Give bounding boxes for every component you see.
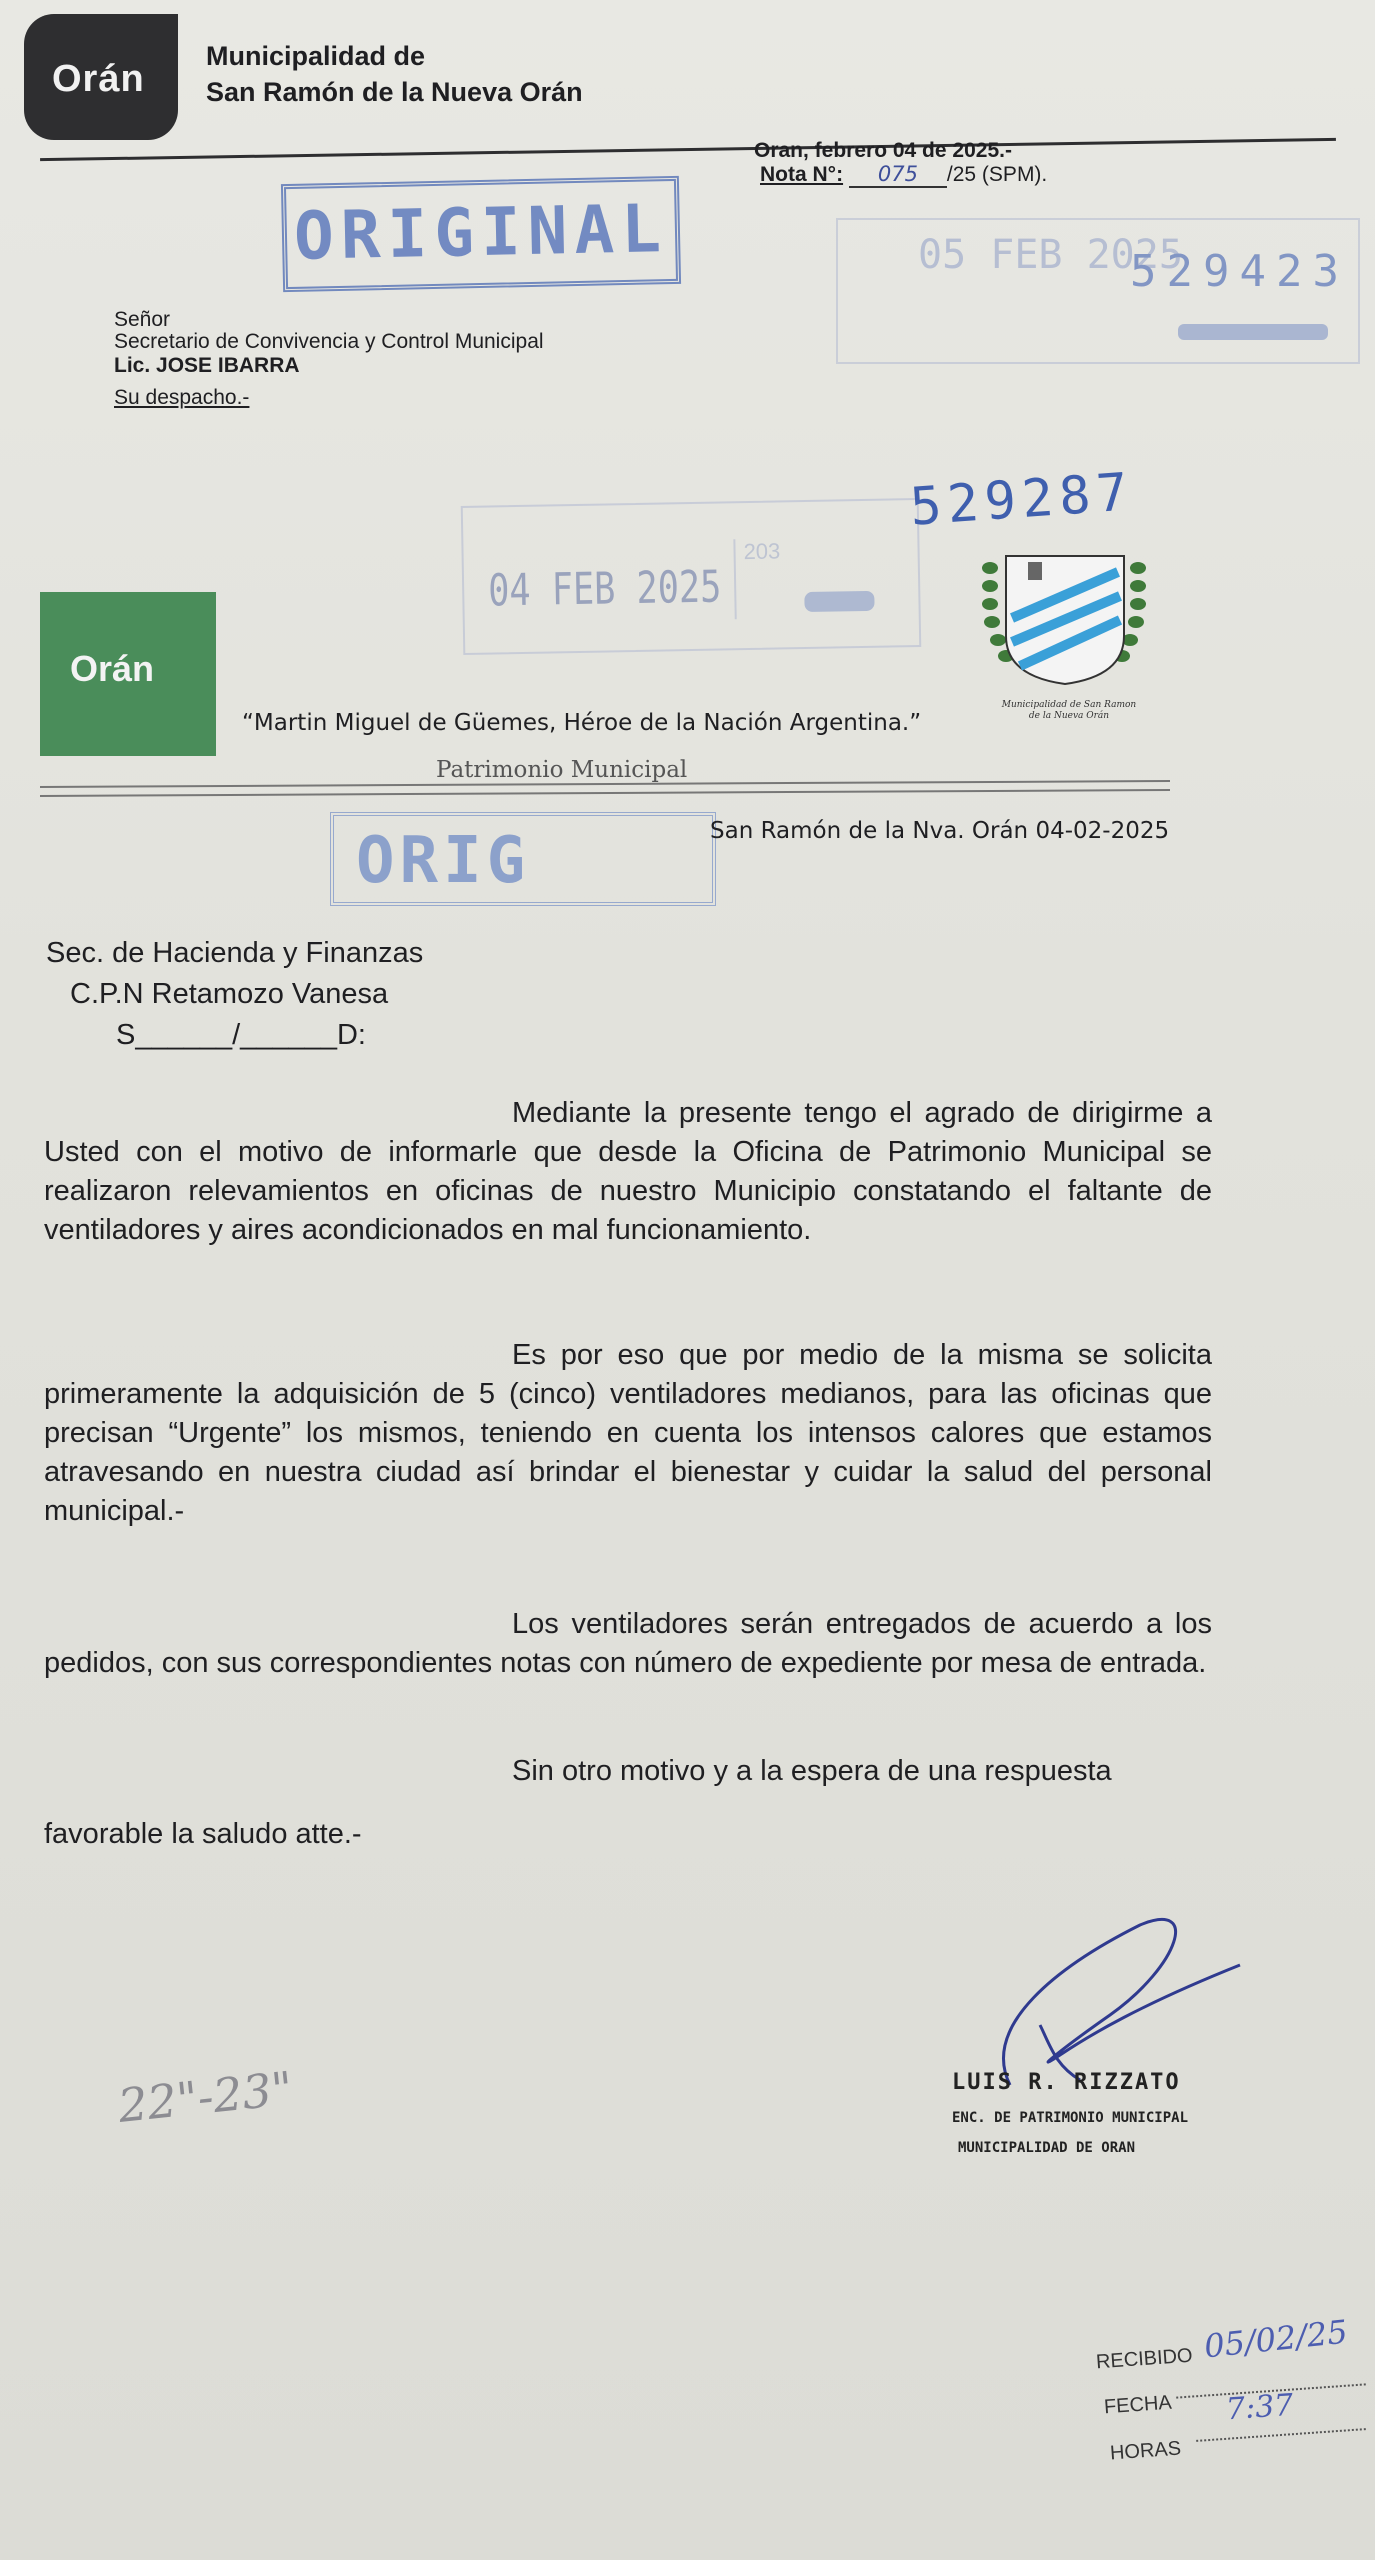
body-closing: Sin otro motivo y a la espera de una respuesta favorable la saludo atte.- [44, 1755, 1112, 1850]
title-line2: San Ramón de la Nueva Orán [206, 77, 583, 107]
municipality-title [206, 38, 583, 110]
salutation: Señor [114, 308, 171, 331]
note-date: Oran, febrero 04 de 2025.- [754, 139, 1012, 162]
letterhead-rule [40, 789, 1170, 797]
header-rule [40, 138, 1336, 161]
nota-number-handwritten: 075 [849, 162, 947, 188]
oran-logo-dark [24, 14, 178, 140]
horas-label: HORAS [1109, 2437, 1182, 2465]
entry-stamp-2-date: 04 FEB 2025 [487, 561, 722, 617]
body-paragraph-1: Mediante la presente tengo el agrado de dirigirme a Usted con el motivo de informarle que desde la Oficina de Patrimonio Municipal se realizaron relevamientos en oficinas de nuestro Municipio constatando el faltante de ventiladores y aires acondicionados en mal funcionamiento. [44, 1097, 1212, 1246]
closing: Su despacho.- [114, 386, 250, 409]
original-stamp-2: ORIG [330, 812, 716, 906]
recipient-position: Secretario de Convivencia y Control Municipal [114, 330, 544, 353]
logo-text: Orán [52, 58, 145, 100]
body-paragraph-2: Es por eso que por medio de la misma se solicita primeramente la adquisición de 5 (cinco) ventiladores medianos, para las oficinas que precisan “Urgente” los mismos, teniendo en cuenta los intensos calores que estamos atravesando en nuestra ciudad así brindar el bienestar y cuidar la salud del personal municipal.- [44, 1339, 1212, 1527]
crest-caption: Municipalidad de San Ramon de la Nueva Orán [1001, 700, 1137, 721]
original-stamp: ORIGINAL [281, 176, 681, 292]
entry-stamp-date: 05 FEB 2025 [918, 232, 1183, 278]
title-line1: Municipalidad de [206, 41, 426, 71]
oran-logo-green [40, 592, 216, 756]
received-time-handwritten: 7:37 [1224, 2387, 1295, 2428]
letterhead-quote: “Martin Miguel de Güemes, Héroe de la Nación Argentina.” [242, 710, 922, 736]
stamp-scribble [804, 591, 874, 612]
signature-name: LUIS R. RIZZATO [952, 2070, 1181, 2095]
horas-dotted-line [1196, 2428, 1366, 2442]
fecha-label: FECHA [1103, 2391, 1173, 2419]
signature-scribble [940, 1905, 1280, 2095]
entry-stamp-2 [461, 498, 922, 655]
stamp-scribble [1178, 324, 1328, 340]
signature-title: ENC. DE PATRIMONIO MUNICIPAL [952, 2110, 1189, 2126]
recipient-office: Sec. de Hacienda y Finanzas [46, 937, 424, 969]
nota-suffix: /25 (SPM). [946, 163, 1048, 186]
body-paragraph-3: Los ventiladores serán entregados de acuerdo a los pedidos, con sus correspondientes notas con número de expediente por mesa de entrada. [44, 1608, 1212, 1679]
nota-label: Nota N°: [760, 163, 844, 186]
entry-stamp-2-code: 203 [733, 538, 810, 619]
entry-stamp-number: 529423 [1130, 246, 1349, 297]
received-label: RECIBIDO [1095, 2344, 1194, 2374]
logo-text: Orán [70, 648, 155, 689]
handwritten-note: 22"-23" [115, 2061, 296, 2133]
entry-stamp-2-number: 529287 [908, 462, 1136, 538]
signature-org: MUNICIPALIDAD DE ORAN [958, 2140, 1136, 2156]
recipient-name: Lic. JOSE IBARRA [114, 354, 300, 377]
received-date-handwritten: 05/02/25 [1202, 2312, 1350, 2366]
recipient-sd: S______/______D: [116, 1019, 366, 1051]
office-name: Patrimonio Municipal [436, 757, 688, 783]
note-number [760, 162, 1047, 188]
recipient-name-2: C.P.N Retamozo Vanesa [70, 978, 389, 1010]
entry-stamp-1 [836, 218, 1360, 364]
letter-date: San Ramón de la Nva. Orán 04-02-2025 [710, 818, 1170, 844]
